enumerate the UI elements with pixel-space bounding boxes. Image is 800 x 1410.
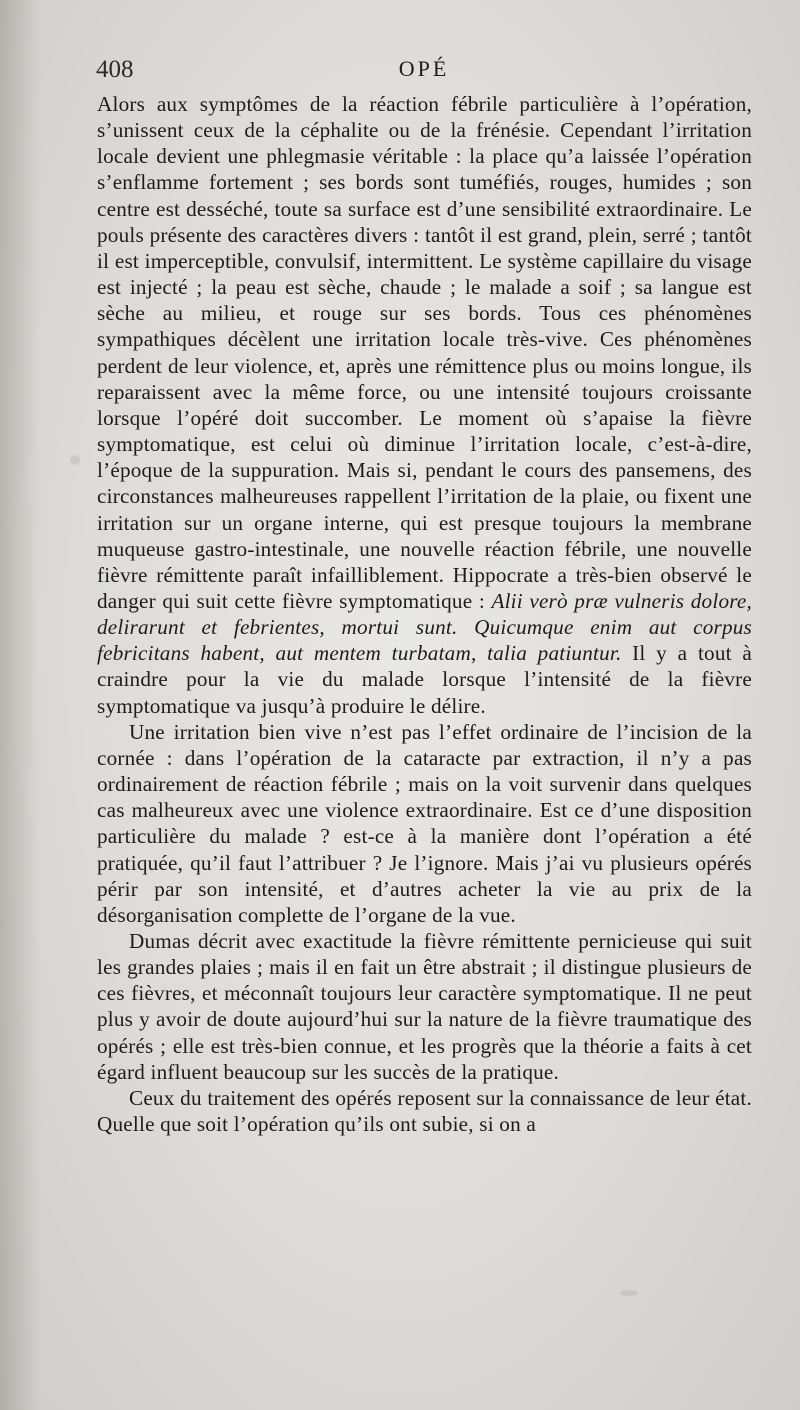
paragraph-text: Ceux du traitement des opérés reposent sur la connaissance de leur état. Quelle que soit l’opération qu’ils ont subie, si on a: [97, 1085, 752, 1137]
paragraph-text: Une irritation bien vive n’est pas l’effet ordinaire de l’incision de la cornée : dans l’opération de la cataracte par extraction, il n’y a pas ordinairement de réaction fébrile ; mais on la voit survenir dans quelques cas malheureux avec une violence extraordinaire. Est ce d’une disposition particulière du malade ? est-ce à la manière dont l’opération a été pratiquée, qu’il faut l’attribuer ? Je l’ignore. Mais j’ai vu plusieurs opérés périr par son intensité, et d’autres acheter la vie au prix de la désorganisation complette de l’organe de la vue.: [97, 719, 752, 927]
paragraph-fever-symptoms: [97, 91, 752, 719]
page-number: 408: [96, 56, 134, 83]
page-header-title: OPÉ: [398, 56, 450, 81]
paragraph-text: Alors aux symptômes de la réaction fébrile particulière à l’opération, s’unissent ceux de la céphalite ou de la frénésie. Cependant l’irritation locale devient une phlegmasie véritable : la place qu’a laissée l’opération s’enflamme fortement ; ses bords sont tuméfiés, rouges, humides ; son centre est desséché, toute sa surface est d’une sensibilité extraordinaire. Le pouls présente des caractères divers : tantôt il est grand, plein, serré ; tantôt il est imperceptible, convulsif, intermittent. Le système capillaire du visage est injecté ; la peau est sèche, chaude ; le malade a soif ; sa langue est sèche au milieu, et rouge sur ses bords. Tous ces phénomènes sympathiques décèlent une irritation locale très-vive. Ces phénomènes perdent de leur violence, et, après une rémittence plus ou moins longue, ils reparaissent avec la même force, ou une intensité toujours croissante lorsque l’opéré doit succomber. Le moment où s’apaise la fièvre symptomatique, est celui où diminue l’irritation locale, c’est-à-dire, l’époque de la suppuration. Mais si, pendant le cours des pansemens, des circonstances malheureuses rappellent l’irritation de la plaie, ou fixent une irritation sur un organe interne, qui est presque toujours la membrane muqueuse gastro-intestinale, une nouvelle réaction fébrile, une nouvelle fièvre rémittente paraît infailliblement. Hippocrate a très-bien observé le danger qui suit cette fièvre symptomatique :: [97, 92, 752, 613]
paragraph-text: Dumas décrit avec exactitude la fièvre rémittente pernicieuse qui suit les grandes plaies ; mais il en fait un être abstrait ; il distingue plusieurs de ces fièvres, et méconnaît toujours leur caractère symptomatique. Il ne peut plus y avoir de doute aujourd’hui sur la nature de la fièvre traumatique des opérés ; elle est très-bien connue, et les progrès que la théorie a faits à cet égard influent beaucoup sur les succès de la pratique.: [97, 929, 752, 1084]
latin-quotation: Alii verò præ vulneris dolore, delirarunt et febrientes, mortui sunt. Quicumque enim aut corpus febricitans habent, aut mentem turbatam, talia patiuntur.: [97, 588, 752, 666]
paragraph-text: Il y a tout à craindre pour la vie du malade lorsque l’intensité de la fièvre symptomatique va jusqu’à produire le délire.: [97, 641, 752, 718]
paragraph-treatment: [97, 1085, 752, 1137]
paragraph-dumas: [97, 928, 752, 1085]
ink-speck: [70, 455, 80, 465]
body-text: [97, 91, 752, 1137]
running-head: [96, 56, 752, 90]
paragraph-cornea-incision: [97, 719, 752, 928]
ink-speck: [620, 1290, 638, 1296]
